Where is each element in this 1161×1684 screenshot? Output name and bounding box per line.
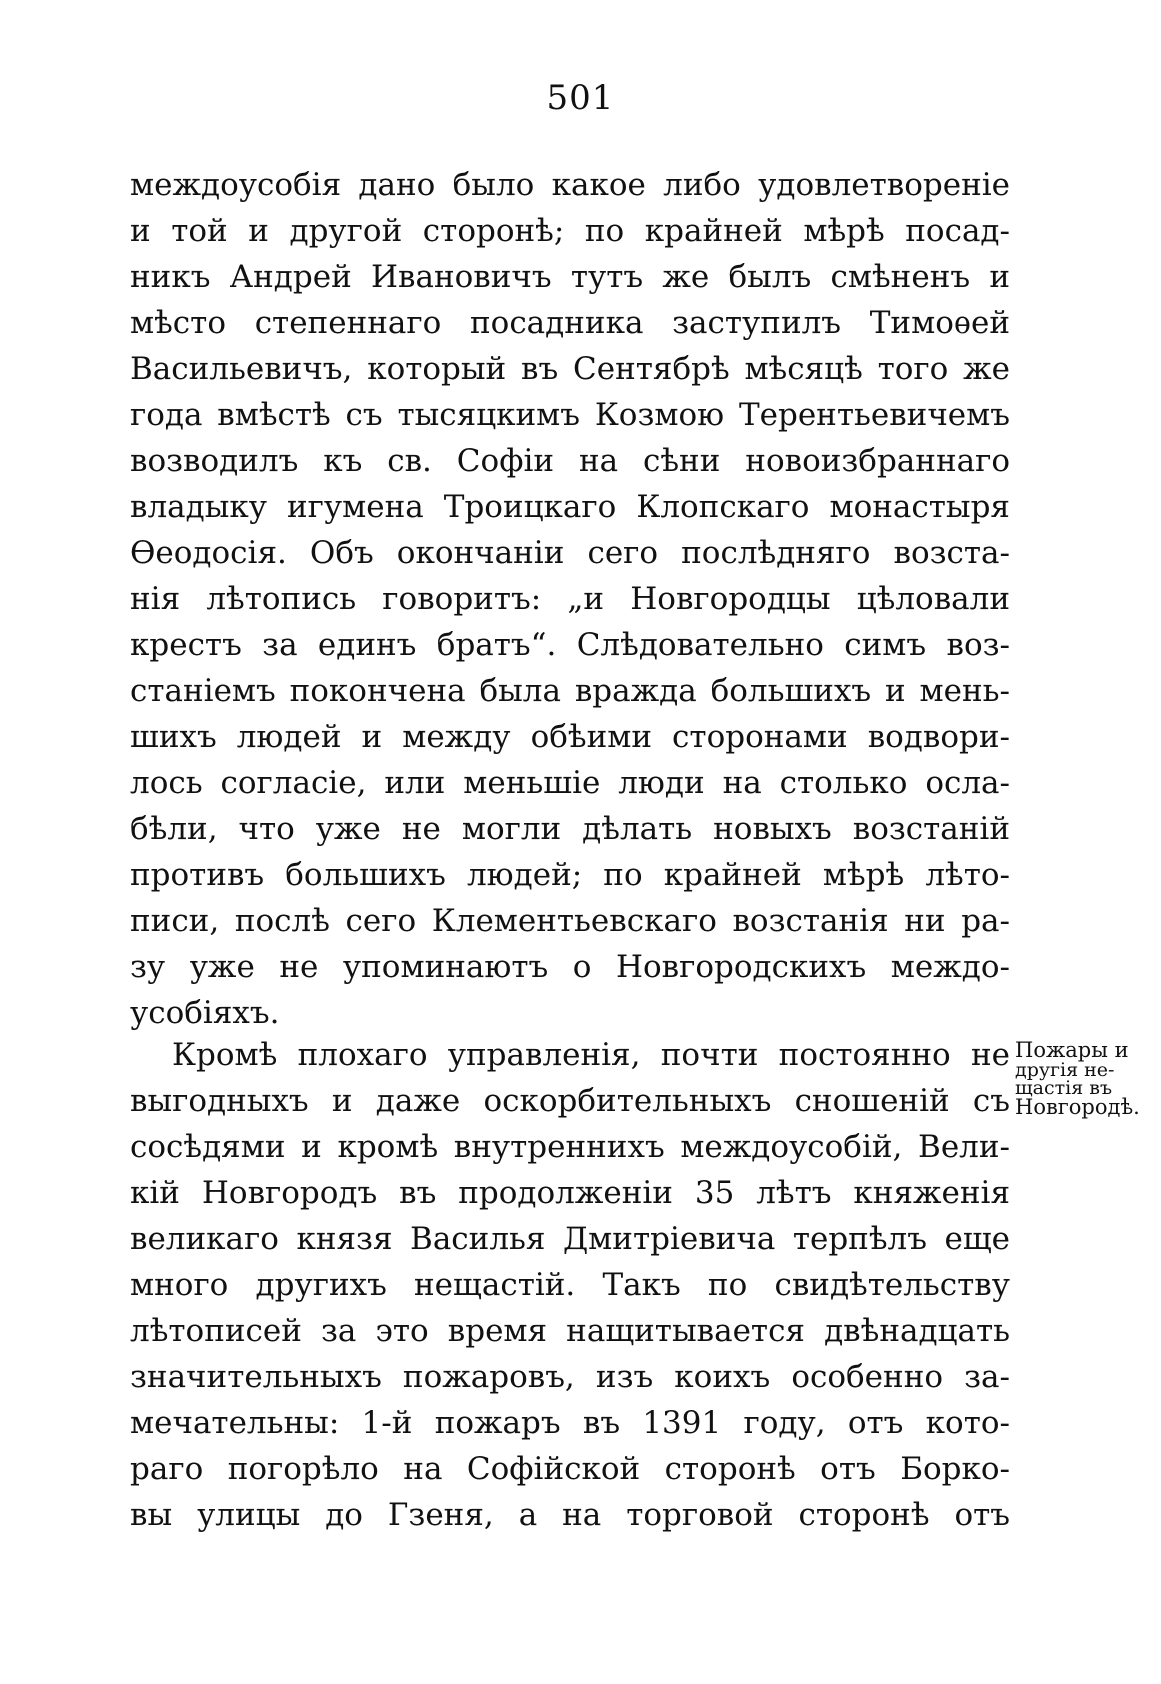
page-number: 501 xyxy=(546,78,615,118)
text-line: зу уже не упоминаютъ о Новгородскихъ междо- xyxy=(130,949,1010,985)
margin-note-line: щастія въ xyxy=(1015,1077,1113,1099)
text-line: выгодныхъ и даже оскорбительныхъ сношеній съ xyxy=(130,1083,1010,1119)
margin-note-line: Новгородѣ. xyxy=(1015,1095,1140,1119)
margin-note-line: другія не- xyxy=(1015,1059,1115,1081)
text-line: писи, послѣ сего Клементьевскаго возстанія ни ра- xyxy=(130,903,1010,939)
text-line: Кромѣ плохаго управленія, почти постоянно не xyxy=(172,1037,1010,1073)
text-line: возводилъ къ св. Софіи на сѣни новоизбраннаго xyxy=(130,443,1010,479)
text-line: усобіяхъ. xyxy=(130,995,280,1031)
text-line: и той и другой сторонѣ; по крайней мѣрѣ посад- xyxy=(130,213,1010,249)
text-line: нія лѣтопись говоритъ: „и Новгородцы цѣловали xyxy=(130,581,1010,617)
text-line: мѣсто степеннаго посадника заступилъ Тимоѳей xyxy=(130,305,1010,341)
text-line: шихъ людей и между обѣими сторонами водвори- xyxy=(130,719,1010,755)
text-line: значительныхъ пожаровъ, изъ коихъ особенно за- xyxy=(130,1359,1010,1395)
text-line: станіемъ покончена была вражда большихъ и мень- xyxy=(130,673,1010,709)
text-line: Васильевичъ, который въ Сентябрѣ мѣсяцѣ того же xyxy=(130,351,1010,387)
text-line: лось согласіе, или меньшіе люди на столько осла- xyxy=(130,765,1010,801)
text-line: лѣтописей за это время нащитывается двѣнадцать xyxy=(130,1313,1010,1349)
text-line: владыку игумена Троицкаго Клопскаго монастыря xyxy=(130,489,1010,525)
text-line: кій Новгородъ въ продолженіи 35 лѣтъ княженія xyxy=(130,1175,1010,1211)
text-line: раго погорѣло на Софійской сторонѣ отъ Борко- xyxy=(130,1451,1010,1487)
text-line: междоусобія дано было какое либо удовлетвореніе xyxy=(130,167,1010,203)
text-line: вы улицы до Гзеня, а на торговой сторонѣ отъ xyxy=(130,1497,1010,1533)
text-line: много другихъ нещастій. Такъ по свидѣтельству xyxy=(130,1267,1010,1303)
text-line: года вмѣстѣ съ тысяцкимъ Козмою Терентьевичемъ xyxy=(130,397,1010,433)
text-line: бѣли, что уже не могли дѣлать новыхъ возстаній xyxy=(130,811,1010,847)
text-line: великаго князя Василья Дмитріевича терпѣлъ еще xyxy=(130,1221,1010,1257)
margin-note xyxy=(1015,1040,1155,1118)
paragraph-1 xyxy=(130,162,1010,1036)
text-line: сосѣдями и кромѣ внутреннихъ междоусобій, Вели- xyxy=(130,1129,1010,1165)
text-line: противъ большихъ людей; по крайней мѣрѣ лѣто- xyxy=(130,857,1010,893)
text-line: крестъ за единъ братъ“. Слѣдовательно симъ воз- xyxy=(130,627,1010,663)
text-line: мечательны: 1-й пожаръ въ 1391 году, отъ кото- xyxy=(130,1405,1010,1441)
text-line: Ѳеодосія. Объ окончаніи сего послѣдняго возста- xyxy=(130,535,1010,571)
margin-note-line: Пожары и xyxy=(1015,1038,1129,1062)
text-line: никъ Андрей Ивановичъ тутъ же былъ смѣненъ и xyxy=(130,259,1010,295)
paragraph-2 xyxy=(130,1032,1010,1538)
